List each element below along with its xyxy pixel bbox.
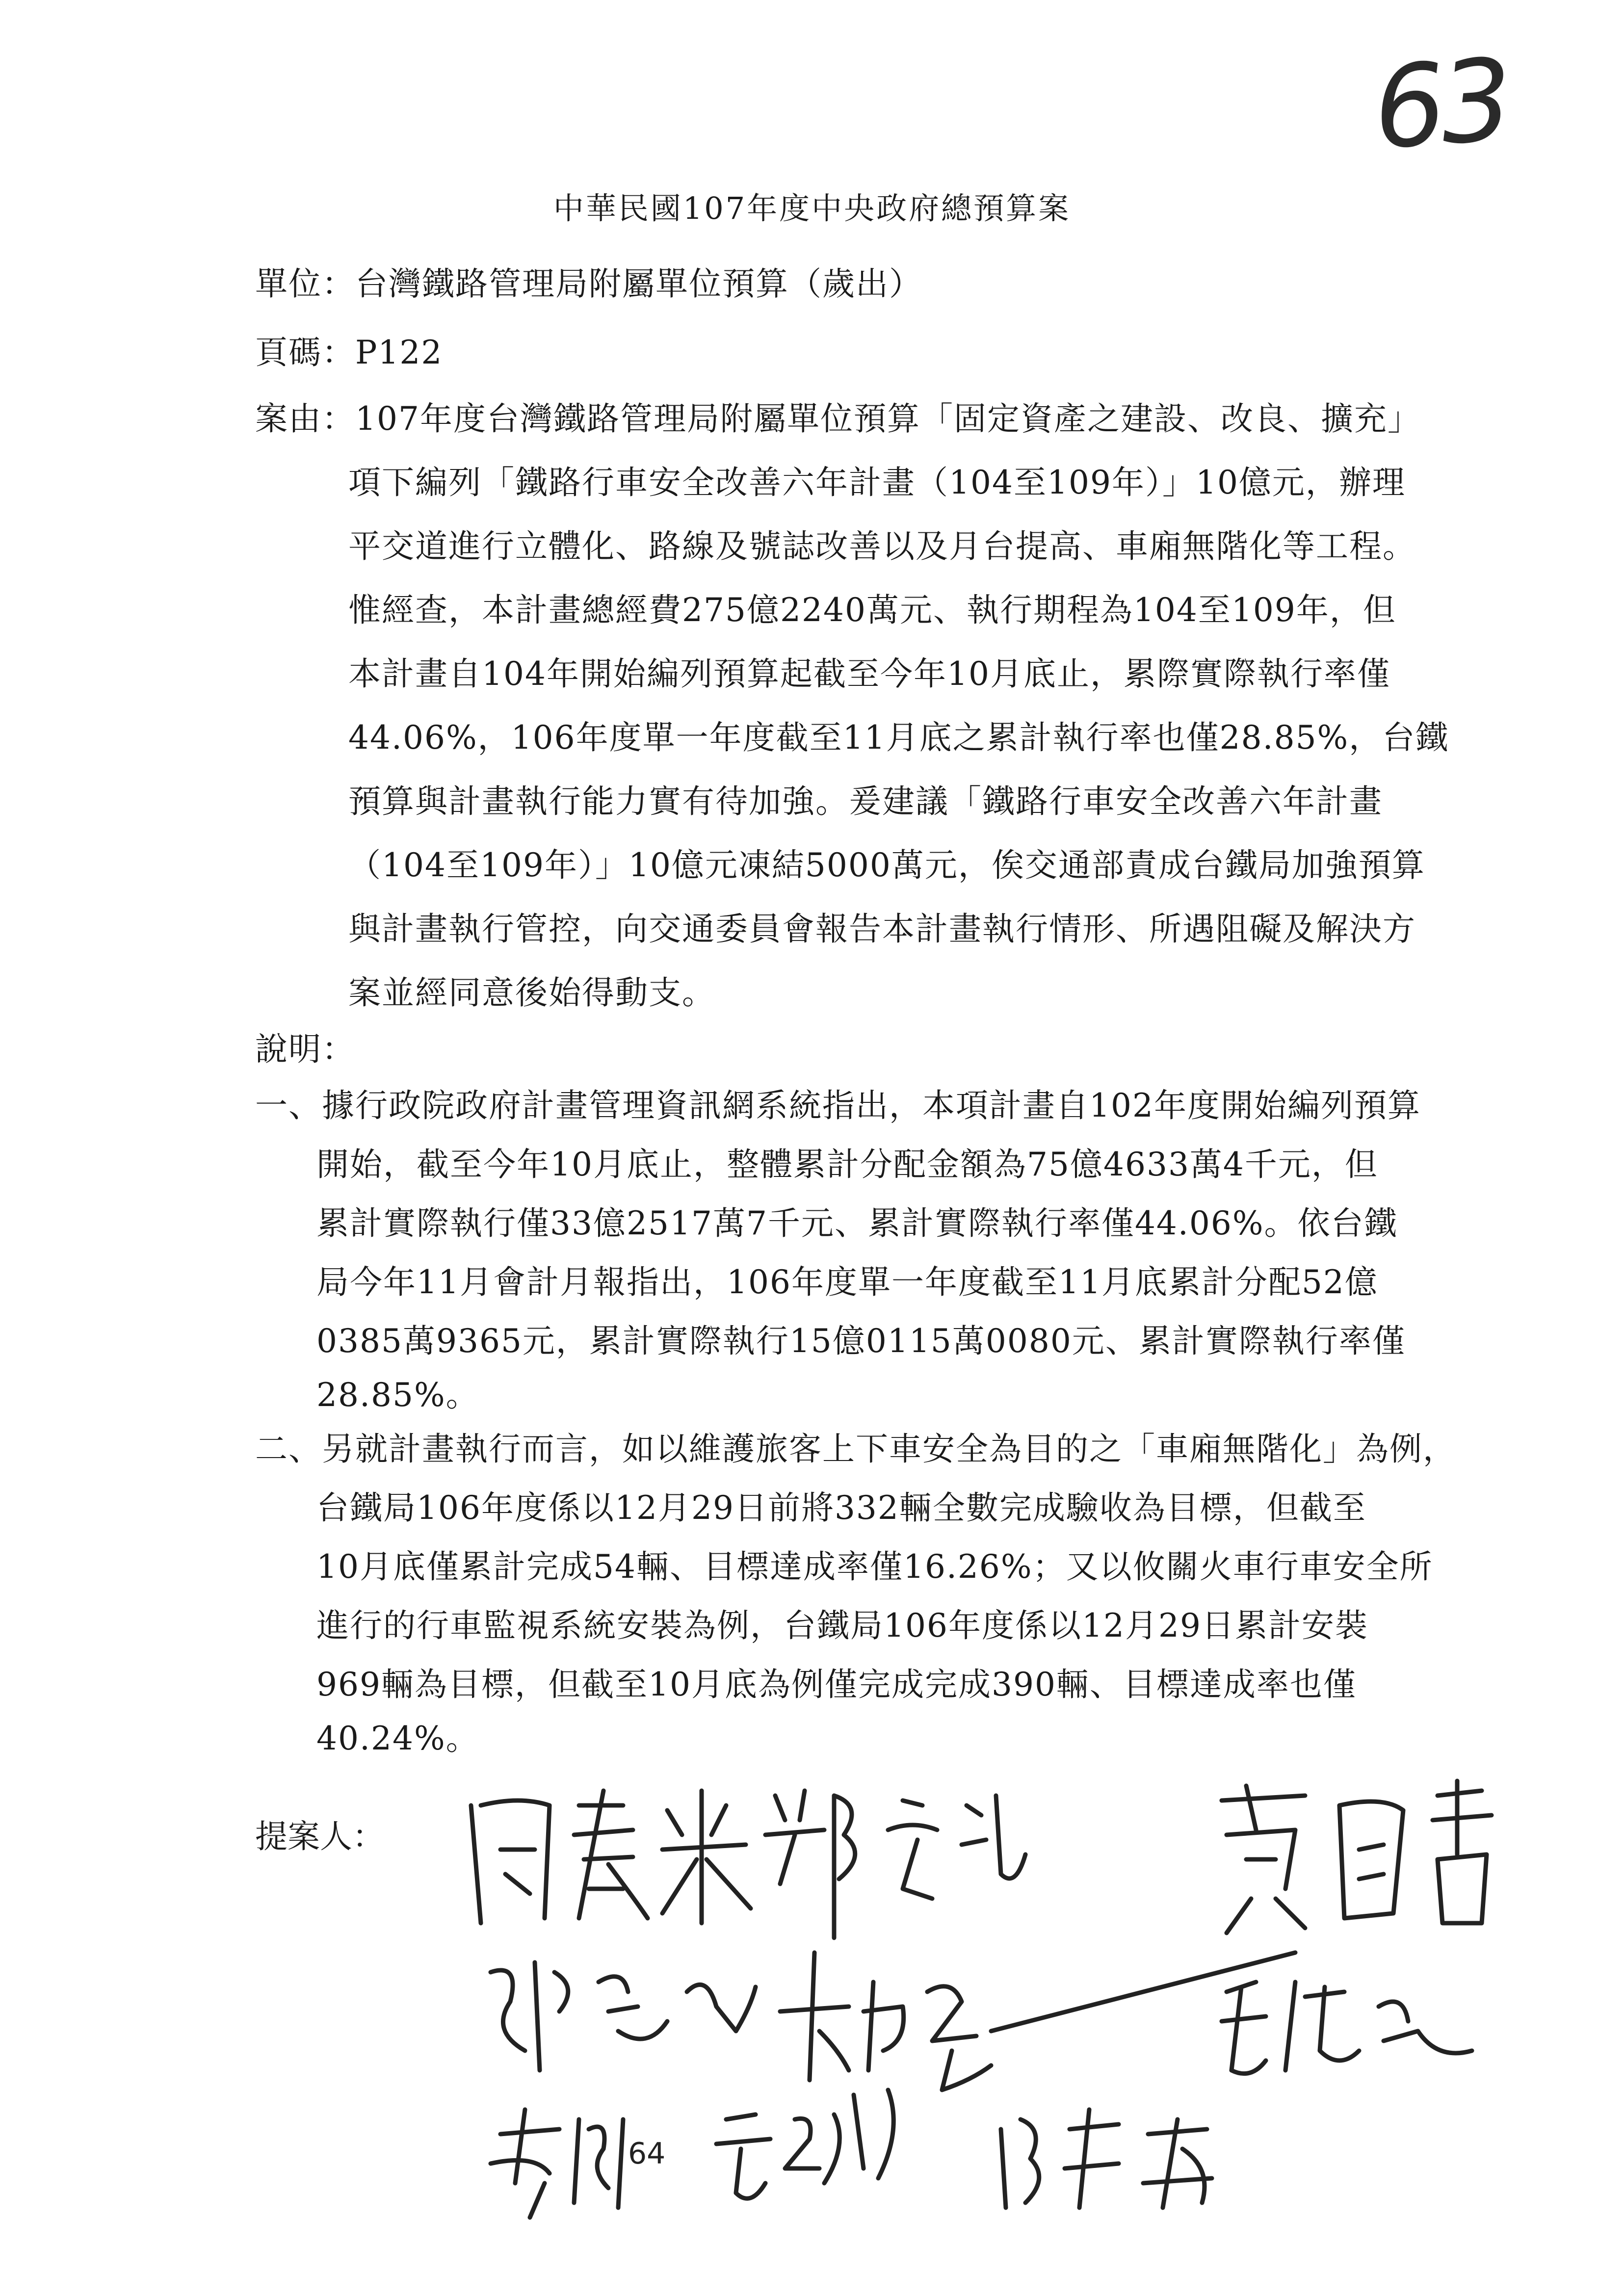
proposal-line: 44.06%，106年度單一年度截至11月底之累計執行率也僅28.85%，台鐵 — [348, 719, 1449, 757]
signature-zhou-chunmi — [471, 1791, 751, 1923]
unit-line: 單位：台灣鐵路管理局附屬單位預算（歲出） — [255, 265, 922, 303]
proposal-line: 案並經同意後始得動支。 — [348, 974, 715, 1012]
page-code-line: 頁碼：P122 — [255, 334, 443, 371]
proposer-label: 提案人： — [255, 1818, 385, 1855]
proposal-line: 平交道進行立體化、路線及號誌改善以及月台提高、車廂無階化等工程。 — [348, 527, 1416, 565]
signature-chen-suyue — [1001, 2110, 1212, 2208]
svg-text:64: 64 — [628, 2137, 666, 2171]
proposal-line: 案由：107年度台灣鐵路管理局附屬單位預算「固定資產之建設、改良、擴充」 — [255, 400, 1421, 438]
handwritten-page-number: 63 — [1369, 34, 1512, 175]
proposal-line: 項下編列「鐵路行車安全改善六年計畫（104至109年）」10億元，辦理 — [348, 464, 1406, 501]
item1-line: 0385萬9365元，累計實際執行15億0115萬0080元、累計實際執行率僅 — [316, 1322, 1406, 1360]
proposal-line: 本計畫自104年開始編列預算起截至今年10月底止，累際實際執行率僅 — [348, 655, 1390, 693]
item1-line: 累計實際執行僅33億2517萬7千元、累計實際執行率僅44.06%。依台鐵 — [316, 1204, 1398, 1242]
signature-zhong-jiabin — [1222, 1982, 1472, 2074]
item1-line: 28.85%。 — [316, 1376, 479, 1414]
item2-line: 969輛為目標，但截至10月底為例僅完成完成390輛、目標達成率也僅 — [316, 1666, 1357, 1703]
signature-lin-junxian — [780, 1953, 1295, 2090]
signature-su-zhenqing — [491, 2110, 665, 2218]
signature-qiu-yiying — [491, 1962, 756, 2070]
signature-li-kunze — [716, 2090, 893, 2198]
proposal-line: 與計畫執行管控，向交通委員會報告本計畫執行情形、所遇阻礙及解決方 — [348, 910, 1416, 948]
proposal-line: （104至109年）」10億元凍結5000萬元，俟交通部責成台鐵局加強預算 — [348, 846, 1425, 884]
signature-huang-guoshu — [1222, 1781, 1492, 1933]
item2-line: 台鐵局106年度係以12月29日前將332輛全數完成驗收為目標，但截至 — [316, 1489, 1366, 1527]
proposal-line: 惟經查，本計畫總經費275億2240萬元、執行期程為104至109年，但 — [348, 591, 1396, 629]
item2-line: 二、另就計畫執行而言，如以維護旅客上下車安全為目的之「車廂無階化」為例， — [255, 1430, 1456, 1468]
handwritten-signatures — [461, 1776, 1516, 2227]
item2-line: 40.24%。 — [316, 1720, 479, 1757]
item2-line: 10月底僅累計完成54輛、目標達成率僅16.26%；又以攸關火車行車安全所 — [316, 1548, 1433, 1586]
page-title: 中華民國107年度中央政府總預算案 — [553, 190, 1071, 226]
explanation-label: 說明： — [255, 1030, 355, 1068]
item1-line: 開始，截至今年10月底止，整體累計分配金額為75億4633萬4千元，但 — [316, 1146, 1378, 1183]
item2-line: 進行的行車監視系統安裝為例，台鐵局106年度係以12月29日累計安裝 — [316, 1607, 1368, 1644]
signature-zheng-baoqing — [765, 1791, 1025, 1938]
item1-line: 局今年11月會計月報指出，106年度單一年度截至11月底累計分配52億 — [316, 1263, 1378, 1301]
item1-line: 一、據行政院政府計畫管理資訊網系統指出，本項計畫自102年度開始編列預算 — [255, 1087, 1421, 1124]
proposal-line: 預算與計畫執行能力實有待加強。爰建議「鐵路行車安全改善六年計畫 — [348, 783, 1383, 820]
